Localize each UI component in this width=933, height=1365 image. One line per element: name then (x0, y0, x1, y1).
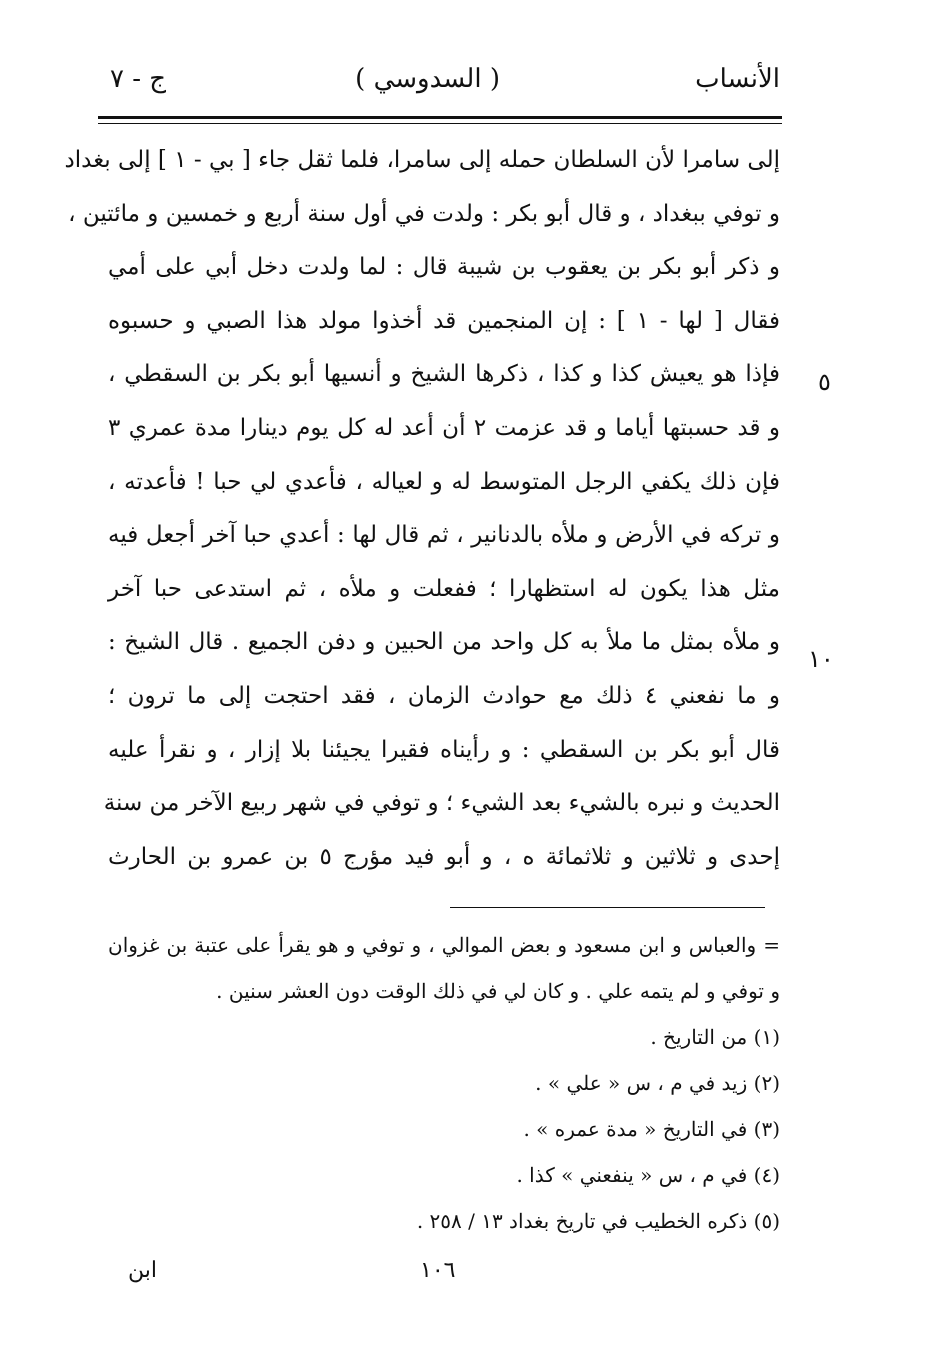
page-number: ١٠٦ (420, 1258, 456, 1283)
line-number-10: ١٠ (808, 645, 834, 673)
main-text (64, 134, 780, 884)
text-line: مثل هذا يكون له استظهارا ؛ ففعلت و ملأه ، ثم استدعى حبا آخر (108, 575, 780, 602)
footnote: (٤) في م ، س « ينفعني » كذا . (516, 1163, 780, 1187)
text-line: و توفي ببغداد ، و قال أبو بكر : ولدت في أول سنة أربع و خمسين و مائتين ، (68, 200, 780, 227)
footnotes (108, 922, 780, 1244)
footnote-continuation: = والعباس و ابن مسعود و بعض الموالي ، و توفي و هو يقرأ على عتبة بن غزوان (108, 933, 780, 957)
text-line: فقال [ لها - ١ ] : إن المنجمين قد أخذوا مولد هذا الصبي و حسبوه (108, 307, 780, 334)
text-line: الحديث و نبره بالشيء بعد الشيء ؛ و توفي في شهر ربيع الآخر من سنة (103, 790, 780, 817)
text-line: و ملأه بمثل ما ملأ به كل واحد من الحبين و دفن الجميع . قال الشيخ : (108, 629, 780, 656)
text-line: إلى سامرا لأن السلطان حمله إلى سامرا، فلما ثقل جاء [ بي - ١ ] إلى بغداد (64, 147, 780, 173)
footnote: (٥) ذكره الخطيب في تاريخ بغداد ١٣ / ٢٥٨ . (416, 1209, 780, 1233)
text-line: فإن ذلك يكفي الرجل المتوسط له و لعياله ، فأعدي لي حبا ! فأعدته ، (108, 468, 780, 495)
footnote: (٢) زيد في م ، س « علي » . (535, 1071, 780, 1095)
text-line: قال أبو بكر بن السقطي : و رأيناه فقيرا يجيئنا بلا إزار ، و نقرأ عليه (108, 736, 780, 763)
text-line: و ما نفعني ٤ ذلك مع حوادث الزمان ، فقد احتجت إلى ما ترون ؛ (108, 682, 780, 709)
footnote: (٣) في التاريخ « مدة عمره » . (523, 1117, 780, 1141)
footnote-continuation: و توفي و لم يتمه علي . و كان لي في ذلك الوقت دون العشر سنين . (216, 979, 780, 1003)
text-line: إحدى و ثلاثين و ثلاثمائة ه ، و أبو فيد مؤرج ٥ بن عمرو بن الحارث (108, 843, 780, 870)
header-rule-thick (98, 116, 782, 119)
text-line: و تركه في الأرض و ملأه بالدنانير ، ثم قال لها : أعدي حبا آخر أجعل فيه (108, 522, 780, 549)
text-line: فإذا هو يعيش كذا و كذا ، ذكرها الشيخ و أنسيها أبو بكر بن السقطي ، (108, 361, 780, 388)
footnote: (١) من التاريخ . (650, 1025, 780, 1049)
footnote-separator (450, 907, 765, 908)
running-header (100, 58, 780, 108)
line-number-5: ٥ (818, 368, 831, 396)
header-rule-thin (98, 123, 782, 124)
header-book-title: الأنساب (695, 64, 780, 94)
text-line: و قد حسبتها أياما و قد عزمت ٢ أن أعد له كل يوم دينارا مدة عمري ٣ (108, 414, 780, 441)
header-entry-title: ( السدوسي ) (355, 64, 500, 94)
catchword: ابن (128, 1258, 157, 1283)
header-volume: ج - ٧ (110, 64, 167, 94)
text-line: و ذكر أبو بكر بن يعقوب بن شيبة قال : لما ولدت دخل أبي على أمي (108, 254, 780, 281)
